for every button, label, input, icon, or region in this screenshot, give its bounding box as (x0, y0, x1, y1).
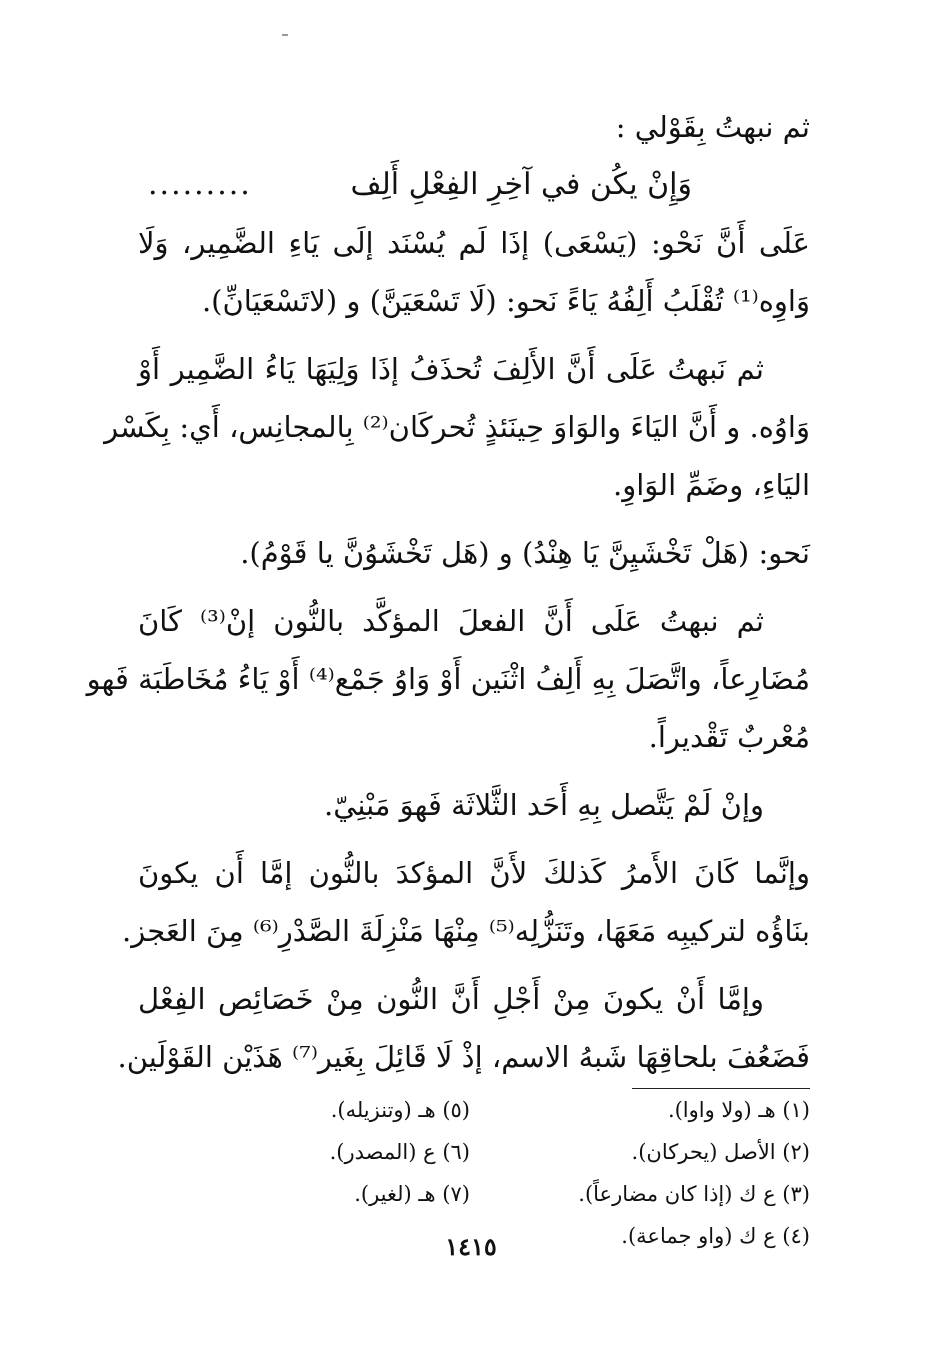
footnote-row (138, 1131, 810, 1173)
footnote-row (138, 1089, 810, 1131)
text-line: وإنْ لَمْ يَتَّصل بِهِ أَحَد الثَّلاثَة فَهوَ مَبْنِيّ. (324, 788, 764, 822)
text-line: مُضَارِعاً، واتَّصَلَ بِهِ أَلِفُ اثْنَين أَوْ وَاوُ جَمْع⁽⁴⁾ أَوْ يَاءُ مُخَاطَبَة فَهو (86, 662, 810, 696)
footnote-6: (٦) ع (المصدر). (329, 1140, 470, 1164)
text-line: ثم نبهتُ بِقَوْلي : (615, 110, 810, 144)
text-line: وإمَّا أَنْ يكونَ مِنْ أَجْلِ أَنَّ النُّون مِنْ خَصَائِص الفِعْل (138, 982, 764, 1016)
footnote-row (138, 1173, 810, 1215)
text-line: وَاوِه⁽¹⁾ تُقْلَبُ أَلِفُهُ يَاءً نَحو: (لَا تَسْعَيَنَّ) و (لاتَسْعَيَانِّ). (201, 284, 810, 318)
text-line: نَحو: (هَلْ تَخْشَيِنَّ يَا هِنْدُ) و (هَل تَخْشَوُنَّ يا قَوْمُ). (240, 536, 810, 570)
text-line: وإنَّما كَانَ الأَمرُ كَذلكَ لأَنَّ المؤكدَ بالنُّون إمَّا أَن يكونَ (138, 856, 810, 890)
text-line: وَاوُه. و أَنَّ اليَاءَ والوَاوَ حِينَئذٍ تُحركَان⁽²⁾ بِالمجانِس، أَي: بِكَسْر (104, 410, 810, 444)
text-line: ثم نَبهتُ عَلَى أَنَّ الأَلِفَ تُحذَفُ إذَا وَلِيَهَا يَاءُ الضَّمِير أَوْ (138, 352, 764, 386)
verse-line (138, 156, 810, 214)
text-line: ثم نبهتُ عَلَى أَنَّ الفعلَ المؤكَّد بالنُّون إنْ⁽³⁾ كَانَ (138, 604, 765, 638)
footnote-3: (٣) ع ك (إذا كان مضارعاً). (578, 1182, 810, 1206)
text-line: مُعْربٌ تَقْديراً. (648, 720, 810, 754)
footnote-4: (٤) ع ك (واو جماعة). (621, 1224, 810, 1248)
page-number: ١٤١٥ (445, 1232, 497, 1261)
footnote-1: (١) هـ (ولا واوا). (667, 1098, 810, 1122)
text-line: اليَاءِ، وضَمِّ الوَاوِ. (613, 468, 810, 502)
footnote-5: (٥) هـ (وتنزيله). (330, 1098, 470, 1122)
footnote-2: (٢) الأصل (يحركان). (631, 1140, 810, 1164)
page-body (86, 98, 810, 1257)
text-line: عَلَى أَنَّ نَحْو: (يَسْعَى) إذَا لَم يُسْنَد إلَى يَاءِ الضَّمِير، وَلَا (138, 226, 810, 260)
verse-hemistich-1: وَإِنْ يكُن في آخِرِ الفِعْلِ أَلِف (350, 167, 692, 202)
text-line: فَضَعُفَ بلحاقِهَا شَبهُ الاسم، إذْ لَا قَائِلَ بِغَير⁽⁷⁾ هَذَيْن القَوْلَين. (117, 1040, 810, 1074)
scan-mark (282, 34, 288, 36)
footnote-7: (٧) هـ (لغير). (354, 1182, 470, 1206)
text-line: بنَاؤُه لتركيبِه مَعَهَا، وتَنَزُّلِه⁽⁵⁾ مِنْهَا مَنْزِلَةَ الصَّدْرِ⁽⁶⁾ مِنَ العَجز. (122, 914, 810, 948)
verse-hemistich-2: ......... (148, 167, 252, 202)
